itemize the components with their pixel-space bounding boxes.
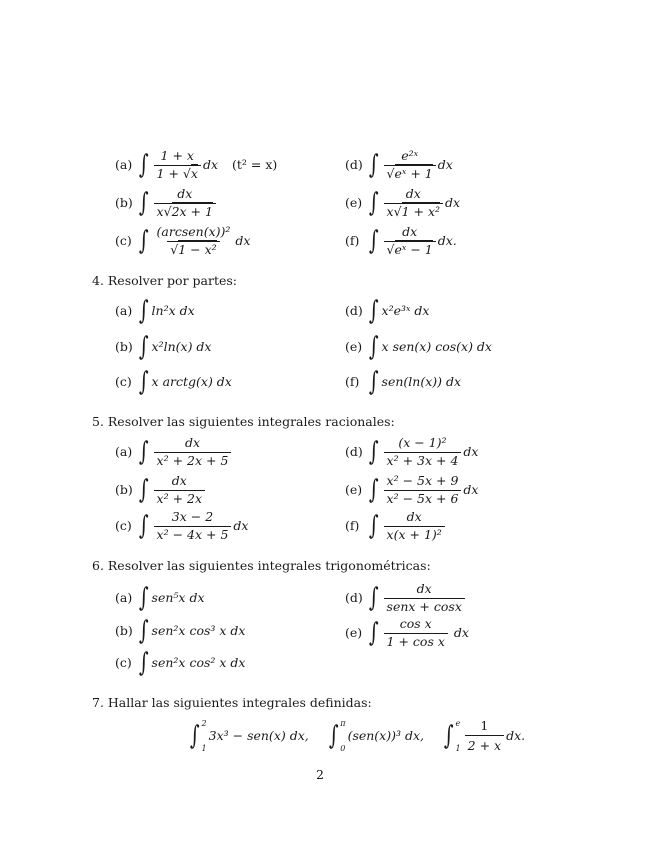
item-label: (d) xyxy=(345,443,363,459)
exercise-5d: (d) ∫ $\frac{\text{(x − 1)²}}{\text{x² + 3x + 4}}$ dx xyxy=(345,435,479,468)
item-label: (d) xyxy=(345,589,363,605)
fraction: $\frac{\text{cos x}}{\text{1 + cos x}}$ xyxy=(384,618,448,648)
fraction: $\frac{1}{2 + x}$ xyxy=(465,718,504,753)
fraction: $\frac{\text{x² − 5x + 9}}{\text{x² − 5x + 6}}$ xyxy=(384,475,462,505)
fraction: $\frac{dx}{\text{senx + cosx}}$ xyxy=(384,583,465,613)
integral-sign: ∫ xyxy=(368,511,379,541)
exercise-4a xyxy=(115,298,195,324)
expression: sen⁵x dx xyxy=(151,589,205,605)
item-label: (e) xyxy=(345,194,363,210)
exercise-5e: (e) ∫ $\frac{\text{x² − 5x + 9}}{\text{x² − 5x + 6}}$ dx xyxy=(345,473,479,506)
item-label: (c) xyxy=(115,232,132,248)
integral-sign: ∫ xyxy=(368,226,379,256)
exercise-6d xyxy=(345,583,467,613)
integral-sign: ∫ xyxy=(138,296,149,326)
integral-sign: ∫ xyxy=(138,648,149,678)
integral-sign: ∫ xyxy=(328,720,339,751)
item-label: (d) xyxy=(345,302,363,318)
section-6-heading: 6. Resolver las siguientes integrales trigonométricas: xyxy=(92,558,431,573)
expression: x arctg(x) dx xyxy=(151,373,232,389)
exercise-3e: (e) ∫ $\frac{dx}{\text{x√1 + x²}}$ dx xyxy=(345,186,461,219)
item-label: (c) xyxy=(115,373,132,389)
integral-sign: ∫ xyxy=(138,367,149,397)
integral-sign: ∫ xyxy=(138,511,149,541)
item-label: (a) xyxy=(115,156,133,172)
exercise-3b xyxy=(115,188,218,218)
fraction: $\frac{\text{(x − 1)²}}{\text{x² + 3x + 4}}$ xyxy=(384,437,462,467)
exercise-6a xyxy=(115,585,205,611)
item-label: (b) xyxy=(115,481,133,497)
integral-sign: ∫ xyxy=(138,437,149,467)
exercise-4c xyxy=(115,369,232,395)
item-label: (a) xyxy=(115,302,133,318)
exercise-3d: (d) ∫ $\frac{\text{e²ˣ}}{\text{√eˣ + 1}}$ dx xyxy=(345,148,453,181)
expression: x²e³ˣ dx xyxy=(381,302,430,318)
exercise-6b xyxy=(115,618,245,644)
expression: 3x³ − sen(x) dx, xyxy=(208,728,309,743)
integral-sign: ∫ xyxy=(368,475,379,505)
fraction: $\frac{dx}{\text{x√1 + x²}}$ xyxy=(384,188,443,218)
integral-limits: e 1 xyxy=(455,718,461,753)
fraction: $\frac{3x - 2}{\text{x² − 4x + 5}}$ xyxy=(154,511,232,541)
integral-sign: ∫ xyxy=(138,475,149,505)
item-label: (b) xyxy=(115,622,133,638)
exercise-4b xyxy=(115,334,211,360)
item-label: (d) xyxy=(345,156,363,172)
item-label: (c) xyxy=(115,654,132,670)
exercise-3c: (c) ∫ $\frac{\text{(arcsen(x))²}}{\text{√1 − x²}}$ dx xyxy=(115,224,251,257)
expression: x sen(x) cos(x) dx xyxy=(381,338,492,354)
exercise-5b xyxy=(115,475,207,505)
item-label: (f) xyxy=(345,373,360,389)
integral-sign: ∫ xyxy=(368,332,379,362)
section-7-heading: 7. Hallar las siguientes integrales definidas: xyxy=(92,695,372,710)
integral-sign: ∫ xyxy=(368,583,379,613)
exercise-3f: (f) ∫ $\frac{dx}{\text{√eˣ − 1}}$ dx. xyxy=(345,224,457,257)
fraction: $\frac{\text{e²ˣ}}{\text{√eˣ + 1}}$ xyxy=(384,150,436,180)
integral-sign: ∫ xyxy=(138,188,149,218)
exercise-5f xyxy=(345,511,447,541)
exercise-4e xyxy=(345,334,492,360)
expression: (sen(x))³ dx, xyxy=(347,728,424,743)
integral-sign: ∫ xyxy=(368,188,379,218)
item-label: (e) xyxy=(345,481,363,497)
exercise-4f xyxy=(345,369,461,395)
integral-sign: ∫ xyxy=(138,226,149,256)
expression: sen(ln(x)) dx xyxy=(381,373,462,389)
integral-sign: ∫ xyxy=(368,150,379,180)
expression: ln²x dx xyxy=(151,302,195,318)
item-label: (a) xyxy=(115,589,133,605)
section-4-heading: 4. Resolver por partes: xyxy=(92,273,238,288)
item-label: (c) xyxy=(115,517,132,533)
hint: (t² = x) xyxy=(232,156,278,172)
item-label: (e) xyxy=(345,338,363,354)
exercise-4d xyxy=(345,298,429,324)
integral-sign: ∫ xyxy=(443,720,454,751)
item-label: (f) xyxy=(345,517,360,533)
integral-sign: ∫ xyxy=(368,296,379,326)
exercise-5c: (c) ∫ $\frac{3x - 2}{\text{x² − 4x + 5}}$ dx xyxy=(115,509,249,542)
expression: sen²x cos² x dx xyxy=(151,654,246,670)
integral-sign: ∫ xyxy=(138,150,149,180)
fraction: $\frac{dx}{\text{x² + 2x}}$ xyxy=(154,475,205,505)
exercise-3a: (a) ∫ $\frac{1 + x}{1 + √x}$ dx (t² = x) xyxy=(115,148,278,181)
item-label: (b) xyxy=(115,194,133,210)
fraction: $\frac{dx}{\text{√eˣ − 1}}$ xyxy=(384,226,436,256)
item-label: (b) xyxy=(115,338,133,354)
integral-sign: ∫ xyxy=(189,720,200,751)
fraction: $\frac{dx}{\text{x² + 2x + 5}}$ xyxy=(154,437,232,467)
exercise-6c xyxy=(115,650,245,676)
definite-integrals: ∫ 2 1 3x³ − sen(x) dx, ∫ π 0 (sen(x))³ dx, ∫ e 1 $\frac{1}{2 + x}$ dx. xyxy=(189,718,526,753)
item-label: (e) xyxy=(345,624,363,640)
item-label: (f) xyxy=(345,232,360,248)
exercise-6e: (e) ∫ $\frac{\text{cos x}}{\text{1 + cos x}}$ dx xyxy=(345,616,469,649)
integral-sign: ∫ xyxy=(368,367,379,397)
integral-sign: ∫ xyxy=(138,583,149,613)
fraction: $\frac{1 + x}{1 + √x}$ xyxy=(154,150,201,180)
integral-sign: ∫ xyxy=(138,616,149,646)
integral-sign: ∫ xyxy=(368,437,379,467)
fraction: $\frac{\text{(arcsen(x))²}}{\text{√1 − x²}}$ xyxy=(156,224,231,257)
integral-limits: π 0 xyxy=(340,718,346,753)
integral-sign: ∫ xyxy=(368,618,379,648)
page-number: 2 xyxy=(316,767,324,782)
integral-sign: ∫ xyxy=(138,332,149,362)
section-5-heading: 5. Resolver las siguientes integrales racionales: xyxy=(92,414,395,429)
exercise-5a xyxy=(115,437,233,467)
expression: sen²x cos³ x dx xyxy=(151,622,246,638)
item-label: (a) xyxy=(115,443,133,459)
fraction: $\frac{dx}{x√2x + 1}$ xyxy=(154,188,216,218)
integral-limits: 2 1 xyxy=(201,718,207,753)
expression: x²ln(x) dx xyxy=(151,338,212,354)
fraction: $\frac{dx}{\text{x(x + 1)²}}$ xyxy=(384,511,445,541)
